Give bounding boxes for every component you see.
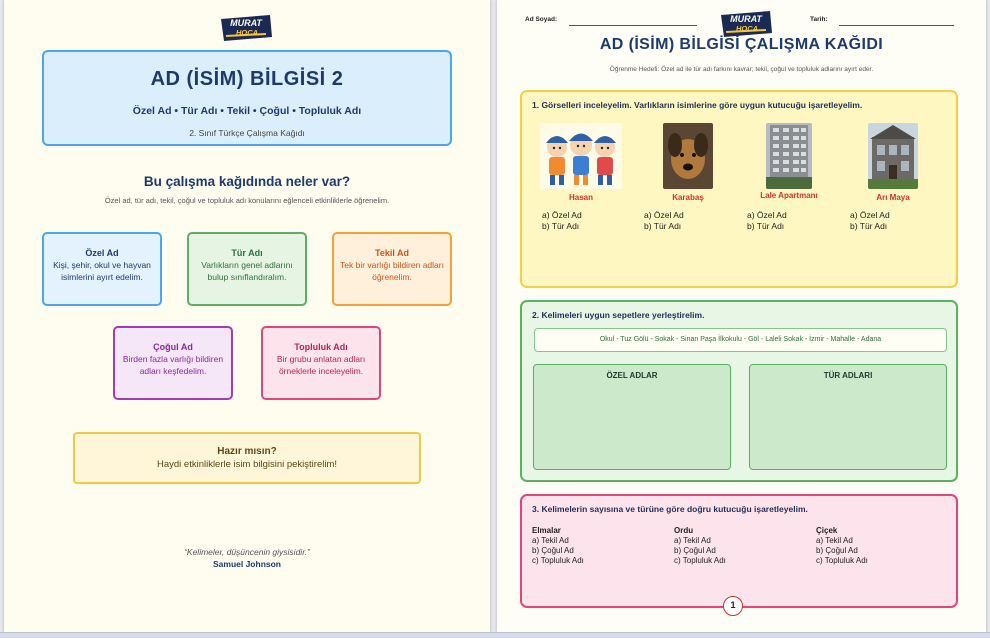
- worksheet-page: [497, 0, 986, 632]
- kids-image: [540, 123, 622, 189]
- basket-label: ÖZEL ADLAR: [606, 371, 658, 380]
- section-description: Özel ad, tür adı, tekil, çoğul ve topluluk adı konularını eğlenceli etkinliklerle öğrenelim.: [104, 196, 390, 205]
- option-a[interactable]: a) Özel Ad: [850, 210, 890, 220]
- word-group-elmalar: [532, 526, 584, 566]
- ready-description: Haydi etkinliklerle isim bilgisini pekiştirelim!: [156, 459, 338, 470]
- title-banner: [42, 50, 452, 146]
- basket-ozel-adlar[interactable]: [533, 364, 731, 470]
- option-c[interactable]: c) Topluluk Adı: [816, 556, 868, 565]
- option-b[interactable]: b) Çoğul Ad: [816, 546, 858, 555]
- card-tekil-ad: [332, 232, 452, 306]
- word-bank: Okul - Tuz Gölü - Sokak - Sinan Paşa İlkokulu - Göl - Laleli Sokak - İzmir - Mahalle - Adana: [534, 328, 947, 352]
- cover-page: [4, 0, 490, 632]
- option-b[interactable]: b) Çoğul Ad: [532, 546, 574, 555]
- card-description: Tek bir varlığı bildiren adları öğrenelim.: [340, 260, 444, 282]
- name-label: Ad Soyad:: [525, 16, 558, 23]
- card-title: Çoğul Ad: [153, 342, 193, 352]
- ready-title: Hazır mısın?: [217, 446, 277, 457]
- logo-text-line1: MURAT: [230, 18, 262, 28]
- item-name-lale-apartmani: Lale Apartmanı: [760, 191, 818, 200]
- card-title: Tür Adı: [231, 248, 263, 258]
- apartment-image: [766, 123, 812, 189]
- dog-image: [663, 123, 713, 189]
- question-3-box: [520, 494, 958, 608]
- ready-banner: [73, 432, 421, 484]
- date-line[interactable]: [839, 25, 954, 26]
- question-2-title: 2. Kelimeleri uygun sepetlere yerleştirelim.: [532, 310, 705, 320]
- basket-label: TÜR ADLARI: [823, 371, 873, 380]
- option-b[interactable]: b) Tür Adı: [747, 221, 785, 231]
- quote-text: “Kelimeler, düşüncenin giysisidir.”: [184, 547, 310, 557]
- date-label: Tarih:: [810, 16, 828, 23]
- card-title: Tekil Ad: [374, 248, 409, 258]
- option-b[interactable]: b) Tür Adı: [542, 221, 580, 231]
- learning-goal: Öğrenme Hedefi: Özel ad ile tür adı farkını kavrar; tekil, çoğul ve topluluk adlarını ayırt eder.: [609, 66, 874, 73]
- question-1-box: [520, 90, 958, 288]
- card-title: Özel Ad: [85, 248, 119, 258]
- card-ozel-ad: [42, 232, 162, 306]
- option-a[interactable]: a) Tekil Ad: [674, 536, 711, 545]
- option-a[interactable]: a) Tekil Ad: [816, 536, 853, 545]
- option-b[interactable]: b) Çoğul Ad: [674, 546, 716, 555]
- headword: Çiçek: [816, 526, 838, 535]
- logo-text-line2: HOCA: [735, 24, 759, 33]
- option-b[interactable]: b) Tür Adı: [850, 221, 888, 231]
- option-a[interactable]: a) Özel Ad: [644, 210, 684, 220]
- question-3-title: 3. Kelimelerin sayısına ve türüne göre doğru kutucuğu işaretleyelim.: [532, 504, 808, 514]
- headword: Elmalar: [532, 526, 561, 535]
- card-cogul-ad: [113, 326, 233, 400]
- basket-tur-adlari[interactable]: [749, 364, 947, 470]
- logo-text-line2: HOCA: [235, 28, 259, 37]
- option-b[interactable]: b) Tür Adı: [644, 221, 682, 231]
- headword: Ordu: [674, 526, 694, 535]
- name-line[interactable]: [569, 25, 697, 26]
- question-2-box: [520, 300, 958, 482]
- word-group-ordu: [674, 526, 726, 566]
- card-topluluk-adi: [261, 326, 381, 400]
- word-group-cicek: [816, 526, 868, 566]
- option-a[interactable]: a) Özel Ad: [542, 210, 582, 220]
- house-image: [868, 123, 918, 189]
- worksheet-subtitle: 2. Sınıf Türkçe Çalışma Kağıdı: [189, 128, 305, 138]
- option-a[interactable]: a) Özel Ad: [747, 210, 787, 220]
- viewer-bottom-bar: [0, 632, 990, 638]
- card-description: Bir grubu anlatan adları örneklerle inceleyelim.: [276, 354, 366, 376]
- card-description: Kişi, şehir, okul ve hayvan isimlerini ayırt edelim.: [53, 260, 151, 282]
- section-question: Bu çalışma kağıdında neler var?: [143, 174, 351, 189]
- card-description: Birden fazla varlığı bildiren adları keşfedelim.: [122, 354, 224, 376]
- option-c[interactable]: c) Topluluk Adı: [674, 556, 726, 565]
- logo-text-line1: MURAT: [730, 14, 762, 24]
- worksheet-title: AD (İSİM) BİLGİSİ ÇALIŞMA KAĞIDI: [599, 36, 884, 53]
- quote-author: Samuel Johnson: [212, 559, 281, 569]
- item-name-hasan: Hasan: [568, 193, 593, 202]
- option-a[interactable]: a) Tekil Ad: [532, 536, 569, 545]
- page-number: 1: [723, 596, 743, 616]
- murat-hoca-logo: [218, 12, 274, 44]
- card-tur-adi: [187, 232, 307, 306]
- card-title: Topluluk Adı: [294, 342, 348, 352]
- item-name-ari-maya: Arı Maya: [876, 193, 910, 202]
- option-c[interactable]: c) Topluluk Adı: [532, 556, 584, 565]
- topics-line: Özel Ad • Tür Adı • Tekil • Çoğul • Topluluk Adı: [132, 105, 362, 117]
- card-description: Varlıkların genel adlarını bulup sınıflandıralım.: [201, 260, 293, 282]
- worksheet-title: AD (İSİM) BİLGİSİ 2: [150, 68, 344, 90]
- question-1-title: 1. Görselleri inceleyelim. Varlıkların isimlerine göre uygun kutucuğu işaretleyelim.: [532, 100, 863, 110]
- item-name-karabas: Karabaş: [672, 193, 704, 202]
